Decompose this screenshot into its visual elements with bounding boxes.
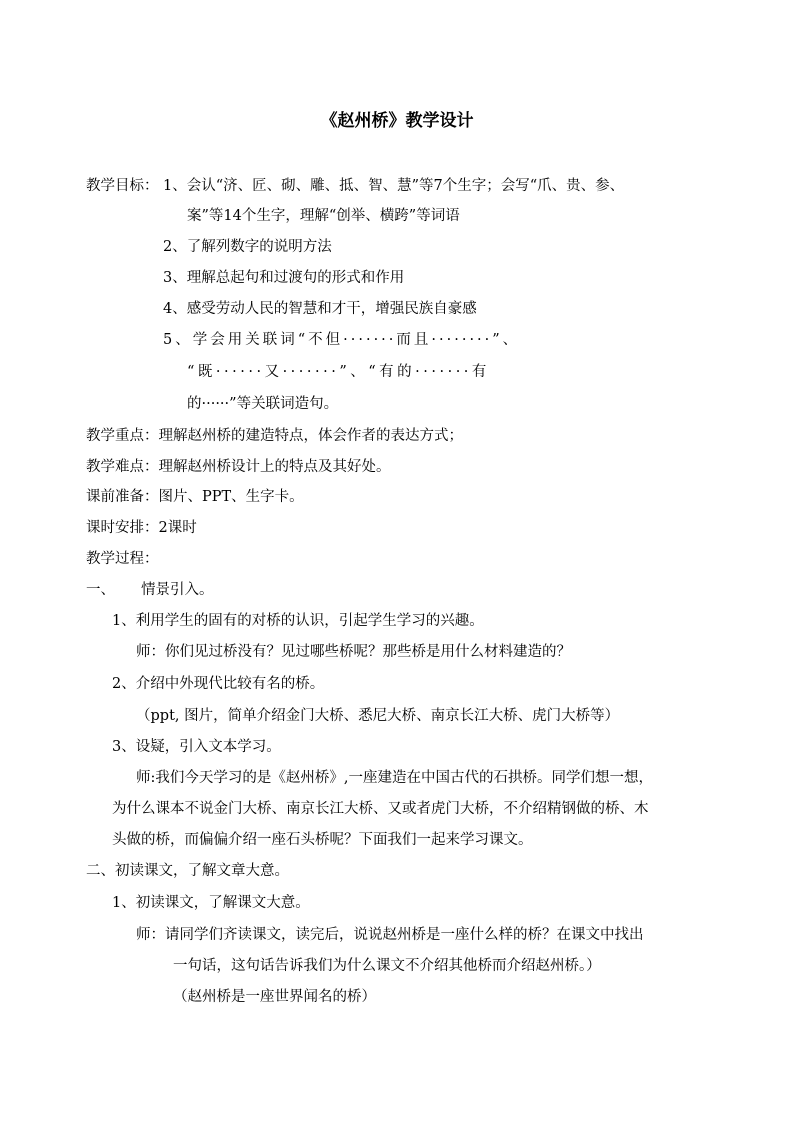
difficulties: 教学难点：理解赵州桥设计上的特点及其好处。 xyxy=(86,459,391,475)
section-2-title: 二、初读课文，了解文章大意。 xyxy=(86,863,289,879)
objective-4: 4、感受劳动人民的智慧和才干，增强民族自豪感 xyxy=(163,301,477,317)
section-1-step-3: 3、设疑，引入文本学习。 xyxy=(112,739,281,755)
section-1-number: 一、 xyxy=(86,582,115,598)
section-1-step-1-teacher: 师：你们见过桥没有？见过哪些桥呢？那些桥是用什么材料建造的？ xyxy=(136,644,571,660)
schedule: 课时安排：2课时 xyxy=(86,520,197,536)
section-1-step-3-line-2: 为什么课本不说金门大桥、南京长江大桥、又或者虎门大桥，不介绍精钢做的桥、木 xyxy=(112,801,649,817)
objective-5-line-2: “既······又·······”、“有的·······有 xyxy=(187,364,490,380)
objective-1-line-1: 1、会认“济、匠、砌、雕、抵、智、慧”等7个生字；会写“爪、贵、参、 xyxy=(163,178,625,194)
preparation: 课前准备：图片、PPT、生字卡。 xyxy=(86,489,304,505)
process-label: 教学过程： xyxy=(86,551,159,567)
section-1-step-2: 2、介绍中外现代比较有名的桥。 xyxy=(112,676,325,692)
objective-2: 2、了解列数字的说明方法 xyxy=(163,239,332,255)
section-1-step-2-note: （ppt, 图片，简单介绍金门大桥、悉尼大桥、南京长江大桥、虎门大桥等） xyxy=(136,708,620,724)
section-2-answer: （赵州桥是一座世界闻名的桥） xyxy=(173,989,376,1005)
section-2-teacher-line-1: 师：请同学们齐读课文，读完后，说说赵州桥是一座什么样的桥？在课文中找出 xyxy=(136,927,644,943)
objective-5-line-3: 的······”等关联词造句。 xyxy=(187,396,339,412)
section-2-teacher-line-2: 一句话，这句话告诉我们为什么课文不介绍其他桥而介绍赵州桥。） xyxy=(173,958,601,974)
section-2-step-1: 1、初读课文，了解课文大意。 xyxy=(112,895,310,911)
section-1-title: 情景引入。 xyxy=(141,582,214,598)
objective-1-line-2: 案”等14个生字，理解“创举、横跨”等词语 xyxy=(187,208,460,224)
objectives-label: 教学目标： xyxy=(86,178,159,194)
section-1-step-3-line-1: 师:我们今天学习的是《赵州桥》,一座建造在中国古代的石拱桥。同学们想一想， xyxy=(136,770,653,786)
key-points: 教学重点：理解赵州桥的建造特点，体会作者的表达方式； xyxy=(86,428,463,444)
objective-5-line-1: 5、学会用关联词“不但·······而且········”、 xyxy=(163,332,521,348)
document-title: 《赵州桥》教学设计 xyxy=(320,111,474,131)
section-1-step-1: 1、利用学生的固有的对桥的认识，引起学生学习的兴趣。 xyxy=(112,613,484,629)
objective-3: 3、理解总起句和过渡句的形式和作用 xyxy=(163,270,405,286)
section-1-step-3-line-3: 头做的桥，而偏偏介绍一座石头桥呢？下面我们一起来学习课文。 xyxy=(112,832,533,848)
